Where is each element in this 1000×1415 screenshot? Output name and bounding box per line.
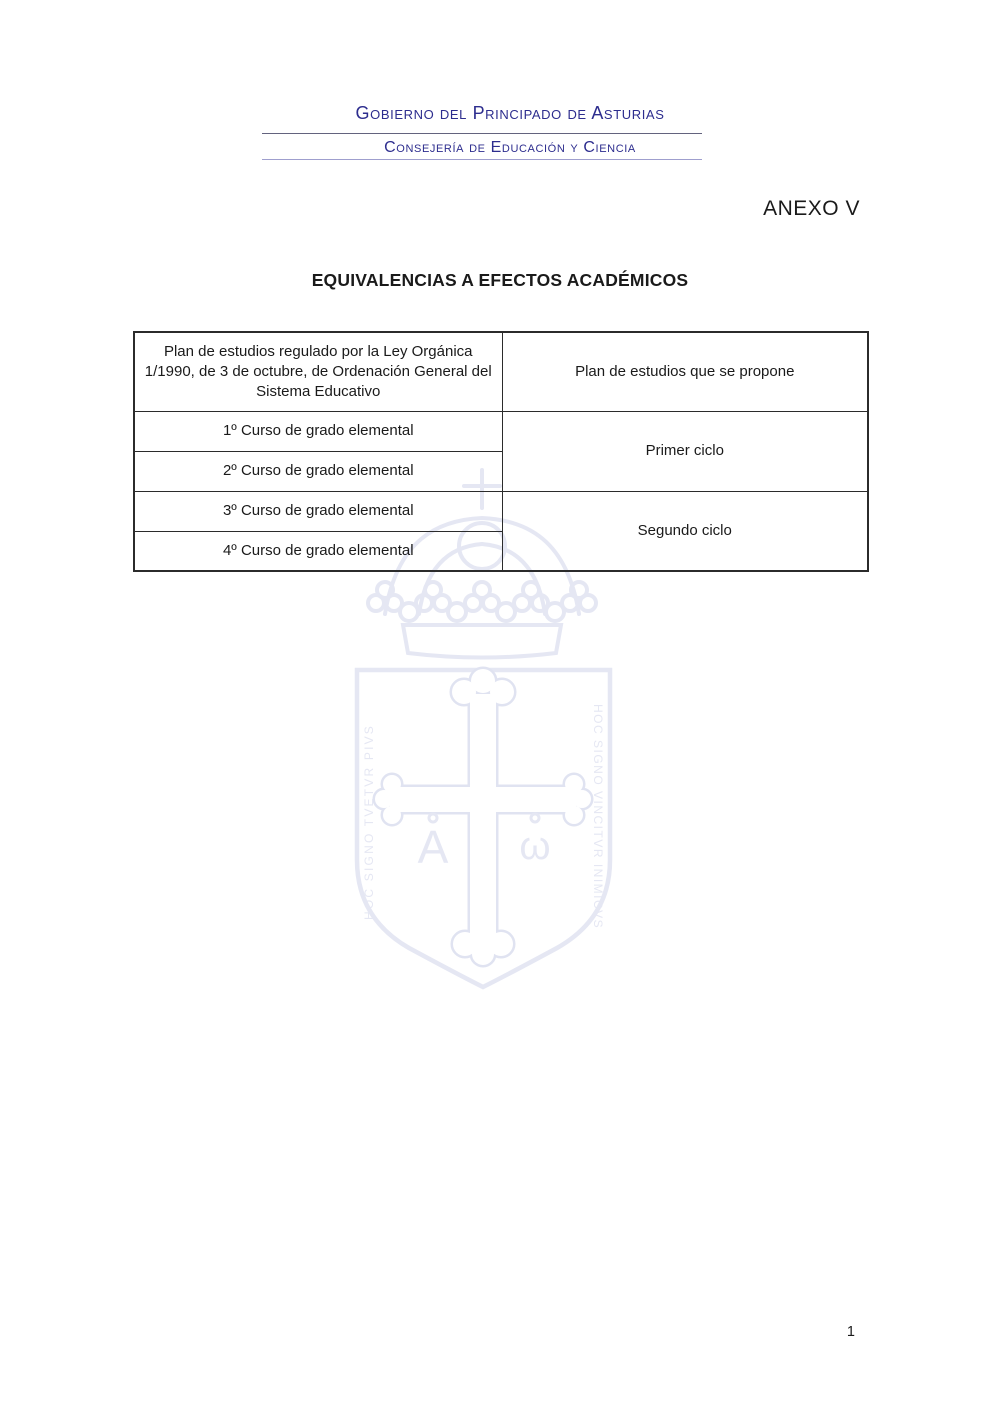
- omega-letter: ω: [519, 824, 551, 868]
- page-number: 1: [846, 1324, 855, 1340]
- table-row: [134, 411, 868, 451]
- table-header-row: [134, 332, 868, 411]
- omega-loop: [531, 814, 539, 822]
- course-cell: 2º Curso de grado elemental: [134, 451, 502, 491]
- page-title: EQUIVALENCIAS A EFECTOS ACADÉMICOS: [311, 270, 689, 290]
- cycle-cell: Segundo ciclo: [502, 491, 868, 571]
- left-motto: HOC SIGNO TVETVR PIVS: [362, 723, 376, 920]
- letterhead-rule-bottom: [262, 159, 702, 160]
- annex-heading: ANEXO V: [763, 197, 860, 220]
- course-cell: 3º Curso de grado elemental: [134, 491, 502, 531]
- table-row: [134, 491, 868, 531]
- letterhead-department: Consejería de Educación y Ciencia: [384, 139, 636, 156]
- old-plan-header-cell: Plan de estudios regulado por la Ley Orgánica 1/1990, de 3 de octubre, de Ordenación General del Sistema Educativo: [134, 332, 502, 411]
- right-motto: HOC SIGNO VINCITVR INIMICVS: [591, 704, 605, 930]
- course-cell: 4º Curso de grado elemental: [134, 531, 502, 571]
- cycle-cell: Primer ciclo: [502, 411, 868, 491]
- letterhead-government: Gobierno del Principado de Asturias: [355, 103, 665, 123]
- course-cell: 1º Curso de grado elemental: [134, 411, 502, 451]
- alpha-letter: A: [417, 821, 449, 873]
- new-plan-header-cell: Plan de estudios que se propone: [502, 332, 868, 411]
- letterhead-rule-top: [262, 133, 702, 134]
- crown-trefoils: [368, 582, 596, 621]
- equivalence-table: [133, 331, 869, 572]
